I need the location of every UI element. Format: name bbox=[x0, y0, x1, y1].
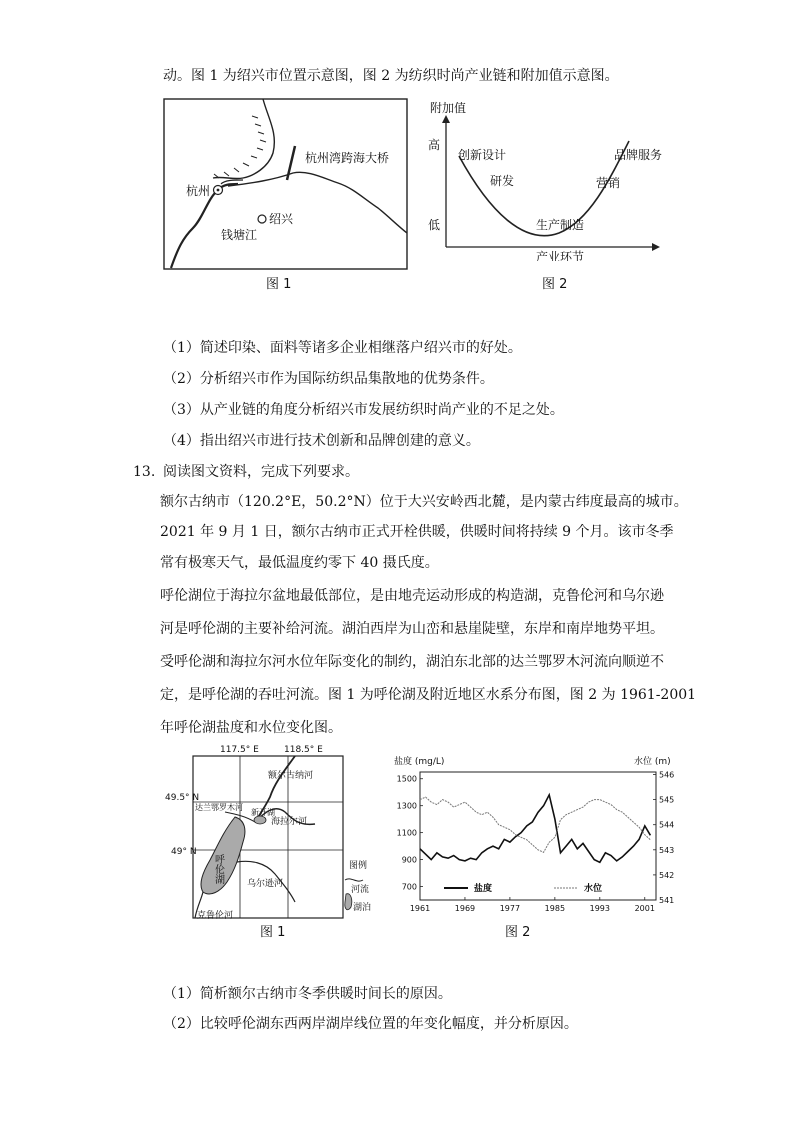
chart-caption: 图 2 bbox=[505, 925, 531, 940]
q12-item-1: （1）简述印染、面料等诸多企业相继落户绍兴市的好处。 bbox=[163, 340, 522, 356]
y-axis-title: 附加值 bbox=[430, 101, 467, 115]
q13-para-6: 受呼伦湖和海拉尔河水位年际变化的制约，湖泊东北部的达兰鄂罗木河流向顺逆不 bbox=[160, 654, 664, 670]
hulun-label: 呼伦湖 bbox=[212, 854, 224, 884]
smile-curve-chart bbox=[424, 101, 664, 261]
q13-para-4: 呼伦湖位于海拉尔盆地最低部位，是由地壳运动形成的构造湖，克鲁伦河和乌尔逊 bbox=[160, 588, 664, 604]
salinity-line bbox=[420, 795, 650, 862]
y2-tick-label: 546 bbox=[659, 770, 675, 780]
legend-river-icon bbox=[345, 879, 363, 881]
y1-axis-title: 盐度 (mg/L) bbox=[394, 757, 445, 767]
salinity-water-level-chart bbox=[384, 756, 684, 922]
dalan-label: 达兰鄂罗木河 bbox=[195, 803, 243, 812]
lat-label-1: 49.5° N bbox=[165, 793, 200, 803]
y2-tick-label: 541 bbox=[659, 896, 675, 905]
legend-title: 图例 bbox=[349, 861, 368, 871]
label-production: 生产制造 bbox=[536, 218, 585, 232]
q13-para-8: 年呼伦湖盐度和水位变化图。 bbox=[160, 720, 342, 736]
legend-lake-icon bbox=[345, 894, 352, 910]
qiantang-label: 钱塘江 bbox=[221, 228, 258, 242]
bridge-label: 杭州湾跨海大桥 bbox=[305, 151, 390, 165]
xinkaihu-label: 新开湖 bbox=[251, 808, 275, 817]
x-tick-label: 1961 bbox=[409, 904, 431, 913]
lon-label-1: 117.5° E bbox=[220, 745, 259, 755]
q13-para-3: 常有极寒天气，最低温度约零下 40 摄氏度。 bbox=[160, 555, 439, 571]
y1-tick-label: 900 bbox=[401, 855, 417, 865]
shaoxing-label: 绍兴 bbox=[269, 212, 294, 226]
legend-label: 水位 bbox=[584, 884, 603, 894]
y2-tick-label: 544 bbox=[659, 820, 675, 830]
q13-para-7: 定，是呼伦湖的吞吐河流。图 1 为呼伦湖及附近地区水系分布图，图 2 为 1961-2001 bbox=[160, 687, 697, 703]
shaoxing-map bbox=[163, 98, 408, 270]
kerulen-label: 克鲁伦河 bbox=[197, 911, 234, 920]
y-low: 低 bbox=[428, 218, 441, 232]
y1-tick-label: 1100 bbox=[396, 828, 417, 838]
label-rd: 研发 bbox=[490, 174, 515, 188]
q12-item-2: （2）分析绍兴市作为国际纺织品集散地的优势条件。 bbox=[163, 371, 494, 387]
label-design: 创新设计 bbox=[458, 148, 507, 162]
x-tick-label: 1985 bbox=[544, 904, 566, 913]
hailaer-label: 海拉尔河 bbox=[271, 817, 308, 827]
x-tick-label: 1993 bbox=[589, 904, 610, 913]
fig1-caption: 图 1 bbox=[266, 277, 292, 292]
label-marketing: 营销 bbox=[596, 176, 621, 190]
y2-tick-label: 545 bbox=[659, 795, 675, 805]
y1-tick-label: 1300 bbox=[396, 801, 417, 811]
y2-axis-title: 水位 (m) bbox=[634, 757, 671, 767]
lon-label-2: 118.5° E bbox=[284, 745, 323, 755]
x-tick-label: 1977 bbox=[499, 904, 521, 913]
shaoxing-marker bbox=[258, 215, 266, 223]
x-tick-label: 2001 bbox=[634, 904, 655, 913]
hangzhou-label: 杭州 bbox=[186, 184, 211, 198]
q13-para-2: 2021 年 9 月 1 日，额尔古纳市正式开栓供暖，供暖时间将持续 9 个月。该市冬季 bbox=[160, 524, 674, 540]
urshun-label: 乌尔逊河 bbox=[247, 879, 284, 889]
y-high: 高 bbox=[428, 138, 441, 152]
q13-para-5: 河是呼伦湖的主要补给河流。湖泊西岸为山峦和悬崖陡壁，东岸和南岸地势平坦。 bbox=[160, 621, 664, 637]
q13-item-1: （1）简析额尔古纳市冬季供暖时间长的原因。 bbox=[163, 986, 452, 1002]
y2-tick-label: 543 bbox=[659, 845, 675, 855]
y1-tick-label: 1500 bbox=[396, 774, 417, 784]
x-axis-title: 产业环节 bbox=[536, 250, 585, 261]
water-level-line bbox=[420, 797, 650, 852]
ergun-label: 额尔古纳河 bbox=[268, 771, 314, 781]
legend-label: 盐度 bbox=[474, 884, 493, 894]
label-brand: 品牌服务 bbox=[614, 148, 663, 162]
legend-lake-label: 湖泊 bbox=[353, 903, 372, 913]
lat-label-2: 49° N bbox=[171, 847, 197, 857]
plot-frame bbox=[420, 772, 656, 900]
y1-tick-label: 700 bbox=[401, 882, 417, 892]
intro-line: 动。图 1 为绍兴市位置示意图，图 2 为纺织时尚产业链和附加值示意图。 bbox=[163, 68, 619, 84]
x-tick-label: 1969 bbox=[454, 904, 476, 913]
q13-item-2: （2）比较呼伦湖东西两岸湖岸线位置的年变化幅度，并分析原因。 bbox=[163, 1016, 578, 1032]
fig2-caption: 图 2 bbox=[542, 277, 568, 292]
q12-item-3: （3）从产业链的角度分析绍兴市发展纺织时尚产业的不足之处。 bbox=[163, 402, 564, 418]
q13-title: 阅读图文资料，完成下列要求。 bbox=[163, 464, 359, 480]
y2-tick-label: 542 bbox=[659, 870, 675, 880]
q13-number: 13. bbox=[133, 464, 156, 480]
q13-para-1: 额尔古纳市（120.2°E，50.2°N）位于大兴安岭西北麓，是内蒙古纬度最高的城市。 bbox=[160, 494, 688, 510]
legend-river-label: 河流 bbox=[351, 885, 370, 895]
hulun-map bbox=[165, 742, 375, 920]
map-caption: 图 1 bbox=[260, 925, 286, 940]
q12-item-4: （4）指出绍兴市进行技术创新和品牌创建的意义。 bbox=[163, 433, 480, 449]
